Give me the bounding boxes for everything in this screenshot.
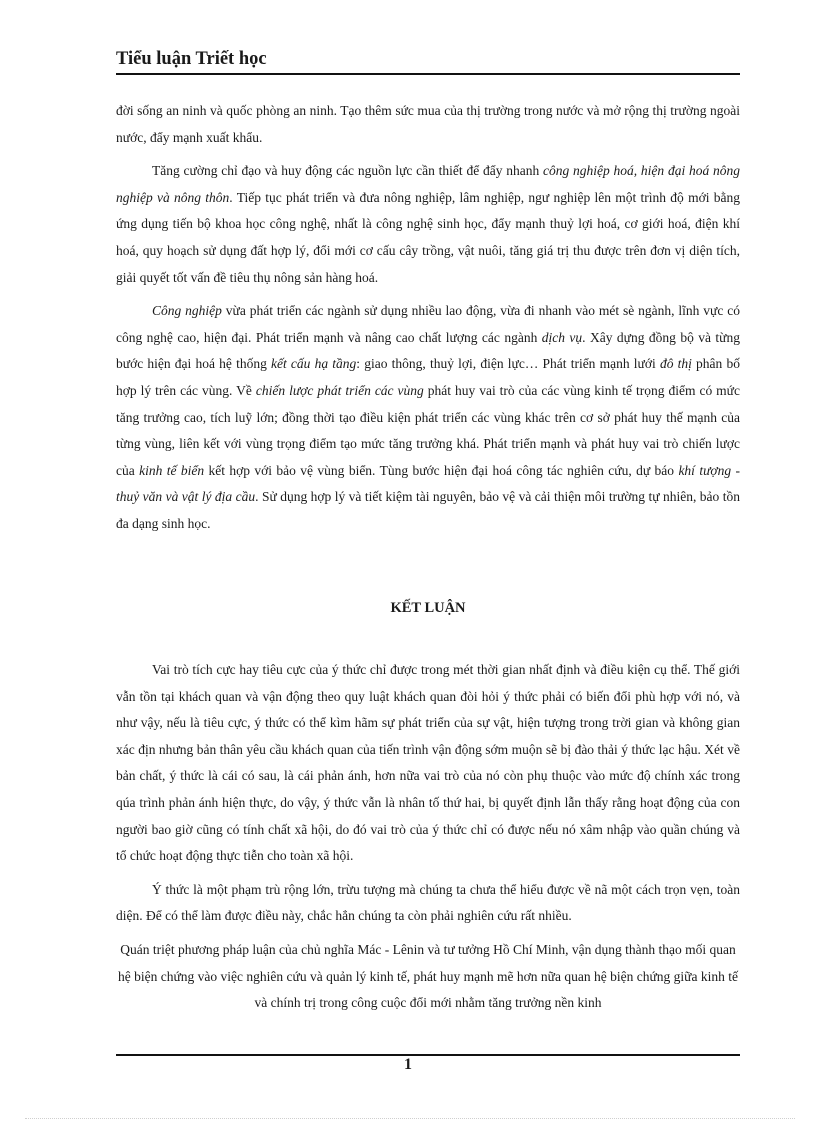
conclusion-section xyxy=(116,657,740,1024)
document-title: Tiểu luận Triết học xyxy=(116,49,267,69)
italic-phrase: kinh tế biển xyxy=(139,462,205,478)
text-run: : giao thông, thuỷ lợi, điện lực… Phát triển mạnh lưới xyxy=(356,356,660,372)
paragraph: Vai trò tích cực hay tiêu cực của ý thức chỉ được trong mét thời gian nhất định và điều kiện cụ thể. Thế giới vẫn tồn tại khách quan và vận động theo quy luật khách quan đòi hỏi ý thức phải có biến đổi phù hợp với nó, và như vậy, nếu là tiêu cực, ý thức có thể kìm hãm sự phát triển của sự vật, hiện tượng trong trời gian và không gian xác địn nhưng bản thân yêu cầu khách quan của tiến trình vận động sớm muộn sẽ bị đào thải ý thức lạc hậu. Xét về bản chất, ý thức là cái có sau, là cái phản ánh, hơn nữa vai trò của nó còn phụ thuộc vào mức độ chính xác trong qúa trình phản ánh hiện thực, do vậy, ý thức vẫn là nhân tố thứ hai, bị quyết định lẫn thấy rằng hoạt động của con người bao giờ cũng có tính chất xã hội, do đó vai trò của ý thức chỉ có được nếu nó xâm nhập vào quần chúng và tổ chức hoạt động thực tiễn cho toàn xã hội. xyxy=(116,662,740,864)
italic-phrase: dịch vụ xyxy=(541,329,583,345)
text-run: vừa phát triển các ngành sử dụng nhiều lao động, vừa đi nhanh vào mét sè ngành, lĩnh vực có công nghệ cao, hiện đại. Phát triển mạnh và nâng cao chất lượng các ngành xyxy=(116,303,740,345)
text-run: . Xây dựng đồng bộ và từng bước hiện đại hoá hệ thống xyxy=(116,329,740,372)
italic-phrase: khí tượng - thuỷ văn và vật lý địa cầu xyxy=(116,462,741,505)
italic-phrase: đô thị xyxy=(659,356,692,372)
page-bottom-edge xyxy=(25,1118,795,1119)
page-header xyxy=(116,46,740,75)
conclusion-heading: KẾT LUẬN xyxy=(390,600,466,616)
italic-phrase: chiến lược phát triển các vùng xyxy=(255,382,424,398)
text-run: kết hợp với bảo vệ vùng biển. Tùng bước hiện đại hoá công tác nghiên cứu, dự báo xyxy=(204,462,679,478)
italic-phrase: công nghiệp hoá, hiện đại hoá nông nghiệp và nông thôn xyxy=(116,163,740,205)
text-run: phân bố hợp lý trên các vùng. Về xyxy=(116,356,740,398)
text-run: Tăng cường chỉ đạo và huy động các nguồn lực cần thiết để đẩy nhanh xyxy=(152,163,543,179)
paragraph: đời sống an ninh và quốc phòng an ninh. Tạo thêm sức mua của thị trường trong nước và mở rộng thị trường ngoài nước, đẩy mạnh xuất khẩu. xyxy=(116,103,740,145)
paragraph xyxy=(116,298,740,537)
paragraph xyxy=(116,158,740,291)
text-run: . Tiếp tục phát triển và đưa nông nghiệp, lâm nghiệp, ngư nghiệp lên một trình độ mới bằng ứng dụng tiến bộ khoa học công nghệ, nhất là công nghệ sinh học, đẩy mạnh thuỷ lợi hoá, cơ giới hoá, điện khí hoá, quy hoạch sử dụng đất hợp lý, đổi mới cơ cấu cây trồng, vật nuôi, tăng giá trị thu được trên đơn vị diện tích, giải quyết tốt vấn đề tiêu thụ nông sản hàng hoá. xyxy=(116,189,740,285)
italic-phrase: kết cấu hạ tầng xyxy=(271,356,357,372)
page-number: 1 xyxy=(404,1056,412,1073)
text-run: . Sử dụng hợp lý và tiết kiệm tài nguyên, bảo vệ và cải thiện môi trường tự nhiên, bảo tồn đa dạng sinh học. xyxy=(116,489,740,531)
text-run: phát huy vai trò của các vùng kinh tế trọng điểm có mức tăng trưởng cao, tích luỹ lớn; đồng thời tạo điều kiện phát triển các vùng khác trên cơ sở phát huy thế mạnh của từng vùng, liên kết với vùng trọng điểm tạo mức tăng trưởng khá. Phát triển mạnh và phát huy vai trò chiến lược của xyxy=(116,382,740,478)
body-section xyxy=(116,98,740,545)
italic-phrase: Công nghiệp xyxy=(152,303,222,319)
paragraph: Ý thức là một phạm trù rộng lớn, trừu tượng mà chúng ta chưa thể hiểu được về nã một cách trọn vẹn, toàn diện. Để có thể làm được điều này, chắc hẳn chúng ta còn phải nghiên cứu rất nhiều. xyxy=(116,881,740,924)
paragraph: Quán triệt phương pháp luận của chủ nghĩa Mác - Lênin và tư tưởng Hồ Chí Minh, vận dụng thành thạo mối quan hệ biện chứng vào việc nghiên cứu và quản lý kinh tế, phát huy mạnh mẽ hơn nữa quan hệ biện chứng giữa kinh tế và chính trị trong công cuộc đổi mới nhằm tăng trưởng nền kinh xyxy=(118,941,738,1011)
